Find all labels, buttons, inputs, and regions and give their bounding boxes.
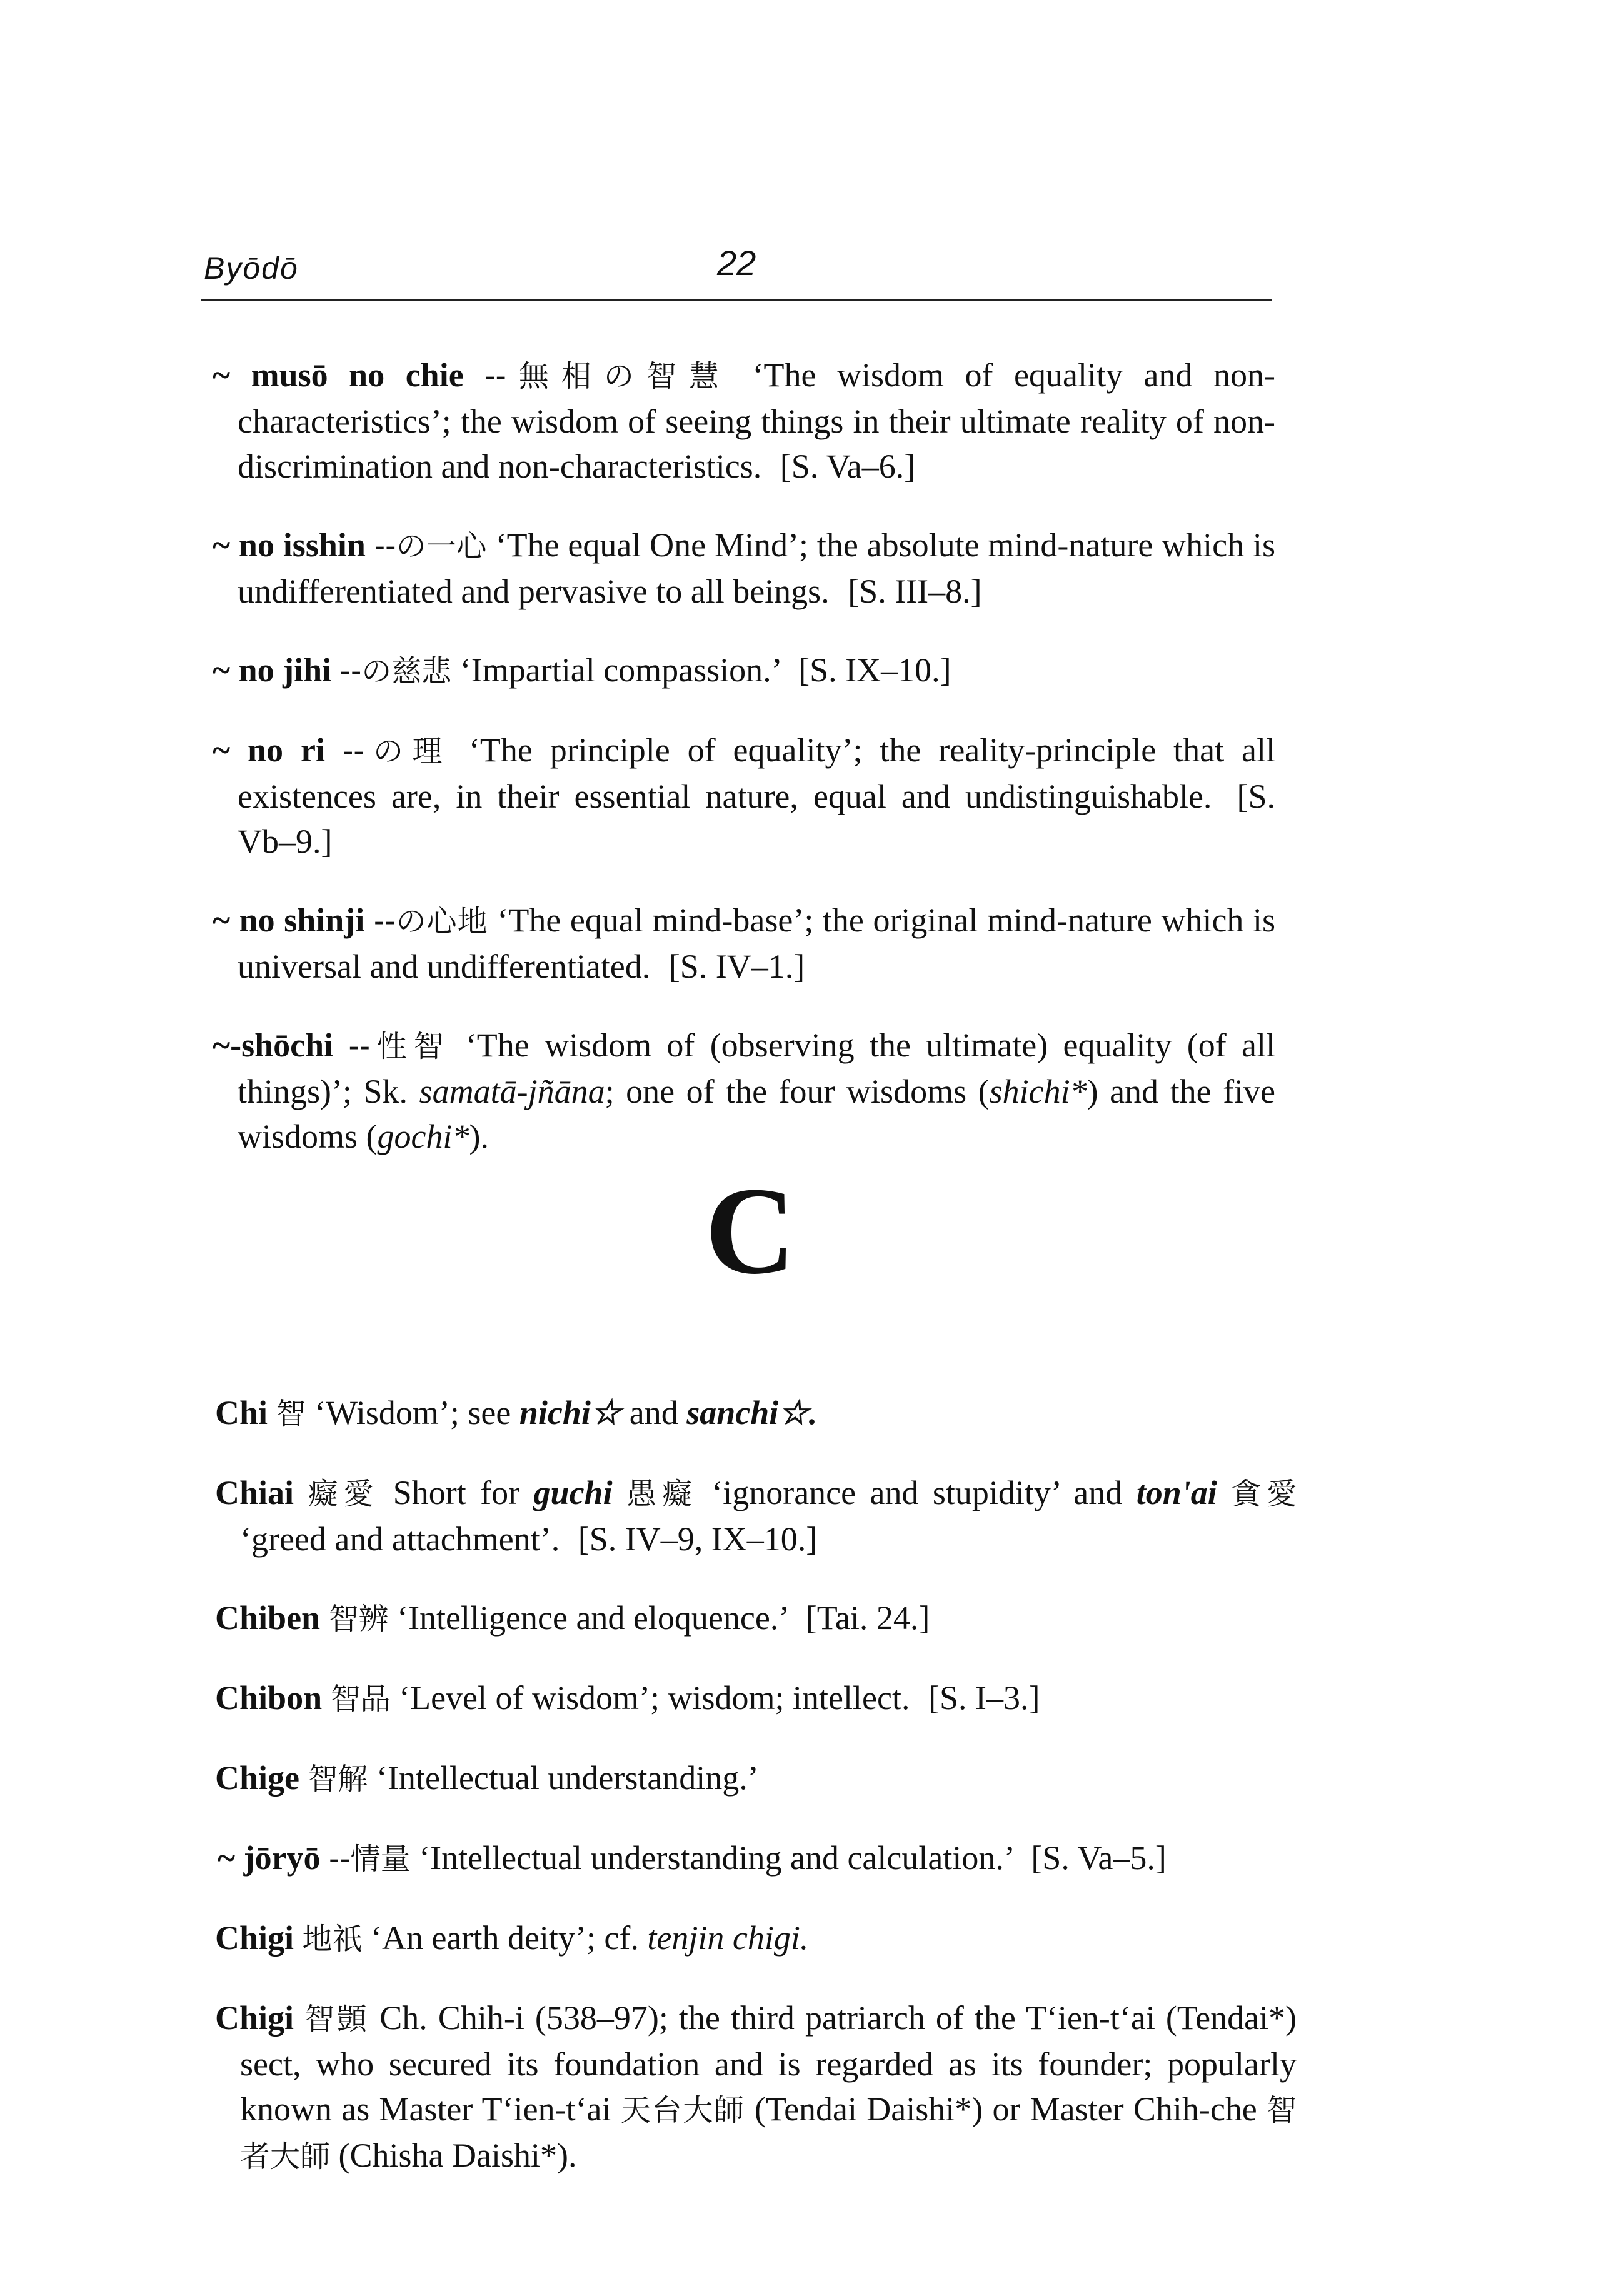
entry-kanji: --性智: [348, 1029, 451, 1064]
entry-kanji: 智: [276, 1396, 306, 1431]
entry-shochi: [213, 1023, 1275, 1159]
entry-definition-end: ).: [469, 1118, 489, 1155]
entry-no-isshin: [213, 523, 1275, 614]
entry-headword: ~ no isshin: [213, 526, 366, 564]
entry-headword: ~ musō no chie: [213, 356, 464, 394]
cross-reference: guchi: [533, 1474, 613, 1511]
entry-reference: [S. Va–6.]: [780, 448, 916, 485]
entry-kanji: --の慈悲: [339, 654, 452, 689]
entry-definition-cont: ) and the five wisdoms (: [238, 1073, 1276, 1155]
entry-headword: Chigi: [215, 1919, 294, 1957]
entry-chigi-earth-deity: [215, 1915, 1297, 1962]
entry-definition: ‘The principle of equality’; the reality-principle that all existences are, in their essential nature, equal and undistinguishable.: [238, 731, 1276, 815]
section-letter: C: [705, 1162, 796, 1300]
entry-kanji: --の心地: [373, 904, 488, 939]
entry-definition-cont: and: [629, 1394, 678, 1431]
entry-headword: Chige: [215, 1759, 299, 1797]
entry-headword: Chiai: [215, 1474, 294, 1511]
entry-reference: [S. IX–10.]: [798, 651, 951, 689]
entry-headword: Chigi: [215, 1999, 294, 2037]
entry-chiben: [215, 1595, 1297, 1642]
entry-kanji: --の一心: [374, 529, 487, 564]
entry-reference: [S. IV–9, IX–10.]: [578, 1520, 818, 1558]
entry-definition-cont: (Tendai Daishi*) or Master Chih-che: [754, 2090, 1257, 2128]
entry-definition-end: ‘greed and attachment’.: [240, 1520, 560, 1558]
running-head-word: Byōdō: [204, 251, 299, 286]
entry-reference: [S. Va–5.]: [1031, 1839, 1167, 1877]
sanskrit-term: samatā-jñāna: [419, 1073, 605, 1110]
entry-definition: ‘Impartial compassion.’: [459, 651, 780, 689]
entry-chiai: [215, 1470, 1297, 1562]
entry-definition: Short for: [393, 1474, 520, 1511]
entry-definition: ‘The wisdom of (observing the ultimate) equality (of all things)’; Sk.: [238, 1026, 1275, 1110]
entry-headword: ~-shōchi: [213, 1026, 334, 1064]
entry-kanji: 智解: [308, 1762, 368, 1797]
entry-chigi-chih-i: [215, 1995, 1297, 2179]
entry-kanji: 智辨: [328, 1602, 389, 1637]
entry-joryo: [218, 1835, 1297, 1882]
entry-kanji: --無相の智慧: [484, 359, 732, 394]
entry-headword: Chi: [215, 1394, 268, 1431]
entry-chibon: [215, 1675, 1297, 1722]
entry-definition-end: (Chisha Daishi*).: [338, 2137, 577, 2174]
inline-kanji: 智者大師: [240, 2093, 1297, 2174]
entry-reference: [Tai. 24.]: [805, 1599, 930, 1637]
entry-definition: ‘An earth deity’; cf.: [371, 1919, 639, 1957]
cross-reference: ton'ai: [1136, 1474, 1217, 1511]
entry-no-jihi: [213, 648, 1275, 694]
entry-definition: ‘The wisdom of equality and non-characteristics’; the wisdom of seeing things in their ultimate reality of non-discrimination and non-characteristics.: [238, 356, 1275, 485]
entry-definition: ‘Intellectual understanding.’: [376, 1759, 759, 1797]
entry-definition: ‘The equal mind-base’; the original mind-nature which is universal and undifferentiated.: [238, 901, 1276, 985]
page-number: 22: [717, 243, 756, 283]
entry-reference: [S. III–8.]: [848, 573, 982, 610]
entry-kanji: 癡愛: [308, 1476, 379, 1511]
entry-kanji: --の理: [342, 734, 451, 769]
entry-chige: [215, 1755, 1297, 1802]
inline-kanji: 愚癡: [626, 1476, 698, 1511]
entry-definition: ‘Level of wisdom’; wisdom; intellect.: [399, 1679, 910, 1717]
entry-headword: ~ no jihi: [213, 651, 332, 689]
entry-kanji: 地祇: [302, 1922, 363, 1957]
entries-byodo: [213, 319, 1275, 1169]
entry-reference: [S. Vb–9.]: [238, 778, 1276, 860]
entry-headword: ~ jōryō: [218, 1839, 321, 1877]
cross-reference: sanchi☆.: [686, 1394, 818, 1431]
entries-c: [215, 1356, 1297, 2188]
cross-reference: gochi*: [377, 1118, 469, 1155]
entry-definition-cont: ; one of the four wisdoms (: [605, 1073, 990, 1110]
entry-kanji: 智顗: [304, 2002, 369, 2037]
entry-reference: [S. IV–1.]: [668, 948, 805, 985]
entry-definition: ‘The equal One Mind’; the absolute mind-nature which is undifferentiated and pervasive to all beings.: [238, 526, 1275, 610]
entry-definition: Ch. Chih-i (538–97); the third patriarch of the T‘ien-t‘ai (Tendai*) sect, who secured its foundation and is regarded as its founder; popularly known as Master T‘ien-t‘ai: [240, 1999, 1297, 2128]
inline-kanji: 天台大師: [620, 2093, 745, 2128]
entry-headword: Chibon: [215, 1679, 323, 1717]
cross-reference: nichi☆: [519, 1394, 621, 1431]
entry-no-ri: [213, 728, 1275, 864]
entry-headword: ~ no ri: [213, 731, 325, 769]
entry-definition: ‘Intelligence and eloquence.’: [397, 1599, 788, 1637]
cross-reference: tenjin chigi.: [647, 1919, 809, 1957]
entry-kanji: 智品: [330, 1682, 391, 1717]
entry-kanji: --情量: [329, 1842, 411, 1877]
entry-no-shinji: [213, 898, 1275, 989]
entry-definition-cont: ‘ignorance and stupidity’ and: [711, 1474, 1123, 1511]
entry-definition: ‘Wisdom’; see: [314, 1394, 511, 1431]
inline-kanji: 貪愛: [1231, 1476, 1297, 1511]
entry-headword: Chiben: [215, 1599, 321, 1637]
running-head: [201, 243, 1272, 301]
entry-headword: ~ no shinji: [213, 901, 365, 939]
entry-definition: ‘Intellectual understanding and calculation.’: [419, 1839, 1013, 1877]
entry-muso-no-chie: [213, 353, 1275, 489]
cross-reference: shichi*: [989, 1073, 1087, 1110]
entry-chi: [215, 1390, 1297, 1436]
entry-reference: [S. I–3.]: [928, 1679, 1040, 1717]
